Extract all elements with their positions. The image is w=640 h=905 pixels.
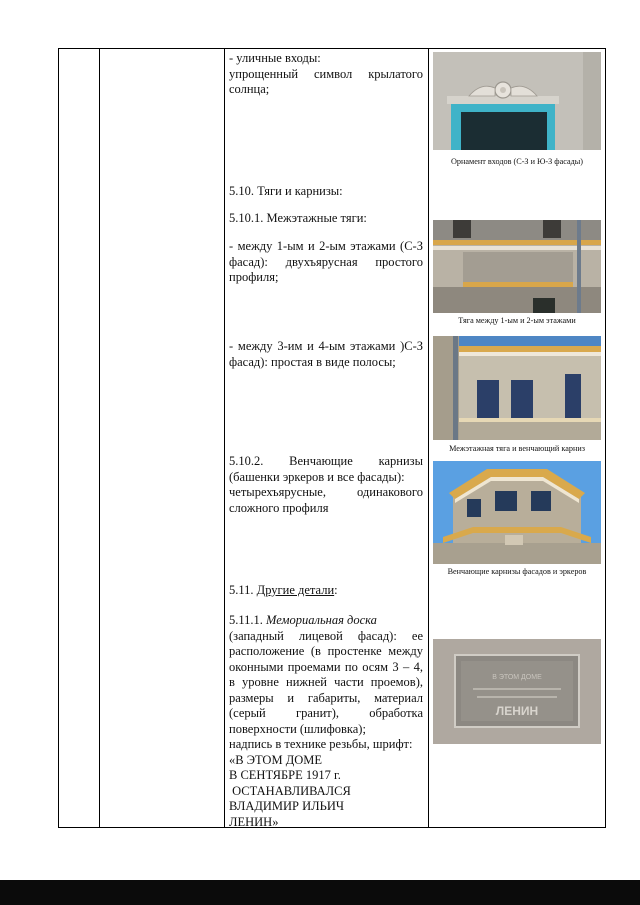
section-5-11-heading: [229, 583, 423, 599]
plaque-number: 5.11.1.: [229, 613, 267, 627]
plaque-photo-text-top: В ЭТОМ ДОМЕ: [492, 674, 542, 681]
memorial-plaque-photo: [433, 639, 601, 744]
document-table: [58, 48, 606, 828]
plaque-inscription-line: ЛЕНИН»: [229, 814, 279, 829]
scan-bottom-edge: [0, 880, 640, 905]
column-divider-1: [99, 49, 100, 827]
section-5-10-heading: 5.10. Тяги и карнизы:: [229, 184, 343, 198]
cornice-text-line4: сложного профиля: [229, 500, 329, 515]
plaque-text: [229, 613, 423, 830]
cornice-text-line3b: одинакового: [357, 485, 423, 499]
entrances-line2: упрощенный символ крылатого солнца;: [229, 66, 423, 96]
section-5-11-title: Другие детали: [256, 583, 335, 597]
cornice-text-line3a: четырехъярусные,: [229, 485, 326, 499]
tyaga-3-4-caption: Межэтажная тяга и венчающий карниз: [449, 444, 585, 453]
cornice-text-line2: (башенки эркеров и все фасады):: [229, 469, 405, 484]
cornice-heading-word2: карнизы: [378, 454, 423, 468]
tyaga-1-2-caption: Тяга между 1-ым и 2-ым этажами: [458, 316, 576, 325]
cornice-heading-word1: Венчающие: [289, 454, 353, 468]
section-5-10-1-heading: 5.10.1. Межэтажные тяги:: [229, 211, 367, 225]
cornice-heading-number: 5.10.2.: [229, 454, 264, 468]
tyaga-1-2-text: - между 1-ым и 2-ым этажами (С-З фасад): двухъярусная простого профиля;: [229, 239, 423, 284]
plaque-inscription-line: «В ЭТОМ ДОМЕ: [229, 752, 323, 767]
section-5-11-prefix: 5.11.: [229, 583, 257, 597]
entrance-ornament-photo: [433, 52, 601, 150]
plaque-title-line: [229, 613, 423, 629]
tyaga-3-4-text: - между 3-им и 4-ым этажами )С-З фасад): простая в виде полосы;: [229, 339, 423, 369]
tyaga-3-4-photo: [433, 336, 601, 440]
cornice-text: [229, 454, 423, 516]
section-5-11-suffix: :: [334, 583, 338, 597]
entrances-text: [229, 51, 423, 98]
plaque-description: (западный лицевой фасад): ее расположение (в простенке между оконными проемами по осям 3 – 4, в уровне нижней части проемов), размеры и габариты, материал (серый гранит), обработка поверхности (шлифовка);: [229, 628, 423, 736]
plaque-photo-text-name: ЛЕНИН: [495, 704, 539, 718]
plaque-inscription-line: ОСТАНАВЛИВАЛСЯ: [229, 783, 351, 798]
cornice-photo: [433, 461, 601, 564]
plaque-inscription-line: В СЕНТЯБРЕ 1917 г.: [229, 768, 341, 782]
plaque-inscription-line: ВЛАДИМИР ИЛЬИЧ: [229, 799, 344, 813]
entrance-ornament-caption: Орнамент входов (С-З и Ю-З фасады): [450, 157, 583, 166]
plaque-title: Мемориальная доска: [266, 613, 377, 627]
entrances-line1: - уличные входы:: [229, 51, 321, 65]
tyaga-1-2-photo: [433, 220, 601, 313]
plaque-inscription-intro: надпись в технике резьбы, шрифт:: [229, 737, 413, 751]
cornice-caption: Венчающие карнизы фасадов и эркеров: [447, 567, 587, 576]
column-divider-2: [224, 49, 225, 827]
